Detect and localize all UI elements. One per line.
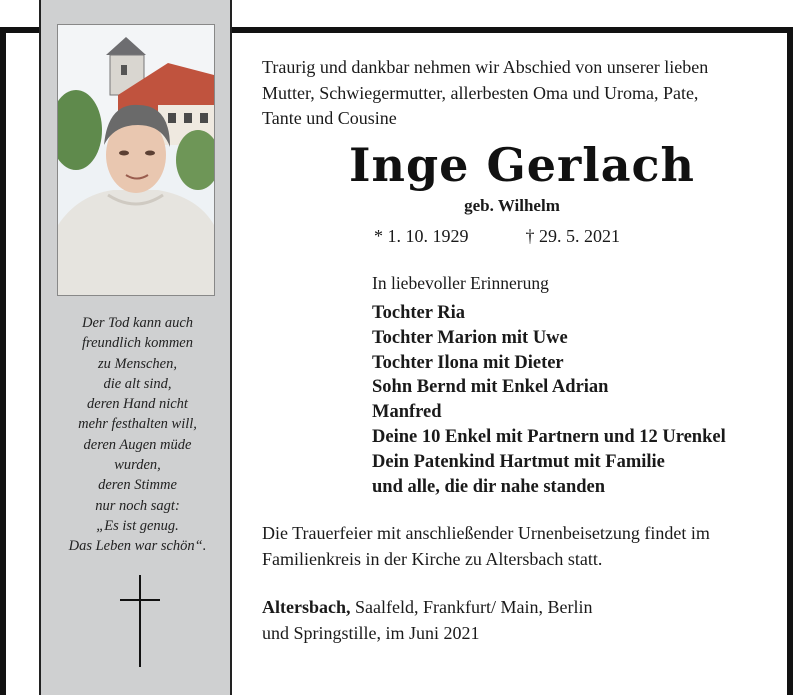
poem-line: „Es ist genug. — [96, 517, 179, 534]
family-member: Dein Patenkind Hartmut mit Familie — [372, 451, 665, 472]
place-line-2: und Springstille, im Juni 2021 — [262, 623, 480, 643]
cross-icon — [120, 575, 160, 667]
poem-line: die alt sind, — [103, 375, 172, 392]
intro-line: Mutter, Schwiegermutter, allerbesten Oma und Uroma, Pate, — [262, 82, 699, 103]
intro-line: Tante und Cousine — [262, 108, 397, 128]
poem-line: deren Augen müde — [83, 436, 192, 453]
place-bold: Altersbach, — [262, 597, 351, 617]
birth-date: * 1. 10. 1929 — [374, 226, 469, 246]
poem-line: wurden, — [114, 457, 161, 474]
service-line: Die Trauerfeier mit anschließender Urnenbeisetzung findet im — [262, 523, 710, 543]
life-dates — [374, 226, 620, 247]
family-member: Tochter Marion mit Uwe — [372, 327, 568, 348]
poem-line: freundlich kommen — [81, 335, 193, 352]
family-member: Sohn Bernd mit Enkel Adrian — [372, 377, 609, 398]
family-member: und alle, die dir nahe standen — [372, 476, 606, 497]
family-member: Tochter Ilona mit Dieter — [372, 352, 564, 373]
place-rest: Saalfeld, Frankfurt/ Main, Berlin — [350, 597, 593, 617]
intro-text — [262, 55, 708, 132]
service-info — [262, 520, 710, 572]
poem-line: mehr festhalten will, — [78, 416, 197, 433]
poem-line: Der Tod kann auch — [81, 315, 194, 331]
place-and-date — [262, 594, 592, 646]
memory-label: In liebevoller Erinnerung — [372, 273, 549, 293]
service-line: Familienkreis in der Kirche zu Altersbach statt. — [262, 549, 603, 569]
poem-line: deren Stimme — [98, 477, 177, 494]
intro-line: Traurig und dankbar nehmen wir Abschied von unserer lieben — [262, 57, 709, 77]
poem-line: Das Leben war schön“. — [68, 538, 207, 555]
deceased-name: Inge Gerlach — [349, 138, 695, 192]
family-member: Deine 10 Enkel mit Partnern und 12 Urenkel — [372, 426, 726, 447]
family-member: Manfred — [372, 402, 442, 423]
portrait-photo — [57, 24, 215, 296]
sidebar — [39, 0, 232, 695]
family-member: Tochter Ria — [372, 303, 466, 323]
place-line — [262, 594, 592, 620]
death-date: † 29. 5. 2021 — [525, 226, 620, 246]
poem — [49, 313, 226, 557]
poem-line: deren Hand nicht — [87, 396, 188, 413]
family-list — [372, 301, 726, 499]
poem-line: nur noch sagt: — [95, 497, 180, 514]
maiden-name: geb. Wilhelm — [464, 196, 560, 215]
poem-line: zu Menschen, — [98, 355, 177, 372]
